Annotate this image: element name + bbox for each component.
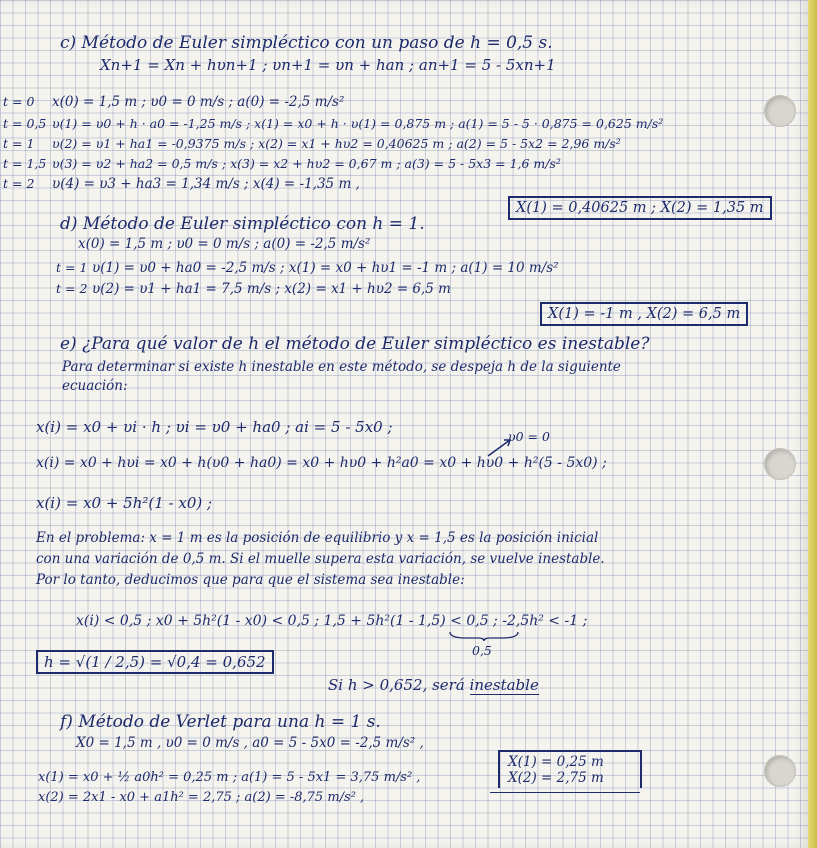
conclusion-text: Si h > 0,652, será [328, 676, 470, 694]
section-e-note: υ0 = 0 [508, 429, 550, 444]
punch-hole [764, 448, 796, 480]
section-d-step-1: υ(1) = υ0 + ha0 = -2,5 m/s ; x(1) = x0 + hυ1 = -1 m ; a(1) = 10 m/s² [92, 260, 559, 276]
time-label: t = 2 [3, 176, 35, 191]
section-e-paragraph: Por lo tanto, deducimos que para que el sistema sea inestable: [36, 572, 465, 588]
section-f-step-1: x(1) = x0 + ½ a0h² = 0,25 m ; a(1) = 5 - 5x1 = 3,75 m/s² , [38, 770, 421, 785]
time-label: t = 1 [3, 136, 35, 151]
time-label: t = 1 [56, 260, 88, 275]
section-e-paragraph: con una variación de 0,5 m. Si el muelle supera esta variación, se vuelve inestable. [36, 551, 605, 567]
section-e-result-box: h = √(1 / 2,5) = √0,4 = 0,652 [36, 650, 274, 674]
underbrace-icon [448, 630, 520, 642]
time-label: t = 2 [56, 281, 88, 296]
section-e-title: e) ¿Para qué valor de h el método de Euler simpléctico es inestable? [60, 334, 650, 354]
section-e-intro: Para determinar si existe h inestable en este método, se despeja h de la siguiente [62, 359, 621, 375]
section-e-intro: ecuación: [62, 378, 128, 394]
section-f-result-x1: X(1) = 0,25 m [508, 754, 604, 770]
underbrace-value: 0,5 [472, 643, 492, 658]
section-d-initial: x(0) = 1,5 m ; υ0 = 0 m/s ; a(0) = -2,5 m/s² [78, 236, 371, 252]
section-f-step-2: x(2) = 2x1 - x0 + a1h² = 2,75 ; a(2) = -8,75 m/s² , [38, 790, 365, 805]
section-e-paragraph: En el problema: x = 1 m es la posición de equilibrio y x = 1,5 es la posición inicial [36, 530, 599, 546]
section-f-initial: X0 = 1,5 m , υ0 = 0 m/s , a0 = 5 - 5x0 = -2,5 m/s² , [76, 735, 424, 751]
section-f-result-x2: X(2) = 2,75 m [508, 770, 604, 786]
section-c-step-4: υ(4) = υ3 + ha3 = 1,34 m/s ; x(4) = -1,35 m , [52, 176, 360, 192]
time-label: t = 1,5 [3, 156, 47, 171]
punch-hole [764, 95, 796, 127]
section-c-step-3: υ(3) = υ2 + ha2 = 0,5 m/s ; x(3) = x2 + hυ2 = 0,67 m ; a(3) = 5 - 5x3 = 1,6 m/s² [52, 156, 561, 171]
conclusion-emphasis: inestable [469, 676, 539, 694]
section-e-inequality: x(i) < 0,5 ; x0 + 5h²(1 - x0) < 0,5 ; 1,5 + 5h²(1 - 1,5) < 0,5 ; -2,5h² < -1 ; [76, 613, 588, 629]
section-d-step-2: υ(2) = υ1 + ha1 = 7,5 m/s ; x(2) = x1 + hυ2 = 6,5 m [92, 281, 451, 297]
binder-edge [808, 0, 817, 848]
section-e-equation-1: x(i) = x0 + υi · h ; υi = υ0 + ha0 ; ai = 5 - 5x0 ; [36, 418, 393, 436]
section-d-title: d) Método de Euler simpléctico con h = 1. [60, 214, 425, 234]
section-c-result-box: X(1) = 0,40625 m ; X(2) = 1,35 m [508, 196, 772, 220]
section-c-step-2: υ(2) = υ1 + ha1 = -0,9375 m/s ; x(2) = x1 + hυ2 = 0,40625 m ; a(2) = 5 - 5x2 = 2,96 m/s² [52, 136, 621, 151]
section-e-conclusion [328, 676, 539, 694]
section-c-equations: Xn+1 = Xn + hυn+1 ; υn+1 = υn + han ; an+1 = 5 - 5xn+1 [100, 56, 556, 74]
time-label: t = 0 [3, 94, 35, 109]
result-underline [490, 792, 640, 793]
section-e-equation-2: x(i) = x0 + hυi = x0 + h(υ0 + ha0) = x0 + hυ0 + h²a0 = x0 + hυ0 + h²(5 - 5x0) ; [36, 455, 607, 471]
section-c-step-0: x(0) = 1,5 m ; υ0 = 0 m/s ; a(0) = -2,5 m/s² [52, 94, 345, 110]
section-d-result-box: X(1) = -1 m , X(2) = 6,5 m [540, 302, 748, 326]
time-label: t = 0,5 [3, 116, 47, 131]
section-c-step-1: υ(1) = υ0 + h · a0 = -1,25 m/s ; x(1) = x0 + h · υ(1) = 0,875 m ; a(1) = 5 - 5 · 0,875 = 0,625 m/s² [52, 116, 664, 131]
section-e-equation-3: x(i) = x0 + 5h²(1 - x0) ; [36, 494, 213, 512]
section-f-result-box [498, 750, 642, 788]
section-c-title: c) Método de Euler simpléctico con un paso de h = 0,5 s. [60, 33, 553, 53]
punch-hole [764, 755, 796, 787]
section-f-title: f) Método de Verlet para una h = 1 s. [60, 712, 381, 732]
